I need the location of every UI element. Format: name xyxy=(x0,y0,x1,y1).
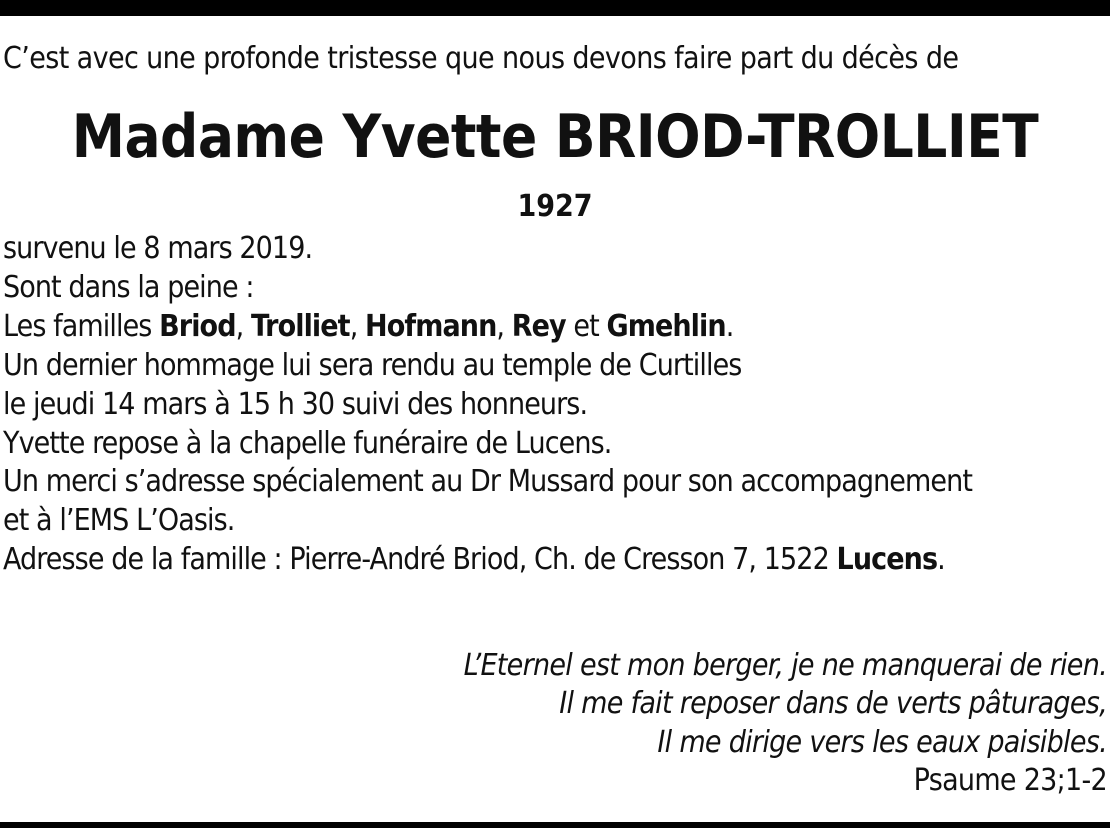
thanks-line-2: et à l’EMS L’Oasis. xyxy=(3,503,235,539)
notice-body xyxy=(3,230,1108,580)
intro-text: C’est avec une profonde tristesse que nous devons faire part du décès de xyxy=(3,41,959,76)
hommage-line-2: le jeudi 14 mars à 15 h 30 suivi des honneurs. xyxy=(3,386,588,422)
thanks-line-1: Un merci s’adresse spécialement au Dr Mussard pour son accompagnement xyxy=(3,464,973,500)
family-name: Gmehlin xyxy=(606,308,726,344)
families-line xyxy=(3,308,1108,347)
mourners-label: Sont dans la peine : xyxy=(3,269,254,305)
psalm-verse xyxy=(207,647,1107,801)
family-name: Hofmann xyxy=(365,308,497,344)
families-separator: , xyxy=(349,308,366,344)
address-prefix: Adresse de la famille : Pierre-André Briod, Ch. de Cresson 7, 1522 xyxy=(3,542,837,578)
verse-line: L’Eternel est mon berger, je ne manquerai de rien. xyxy=(463,648,1107,683)
families-prefix: Les familles xyxy=(3,308,160,344)
verse-line: Il me fait reposer dans de verts pâturages, xyxy=(559,686,1107,722)
address-line xyxy=(3,541,1108,580)
address-city: Lucens xyxy=(836,542,938,578)
families-separator: , xyxy=(496,308,512,344)
families-conjunction: et xyxy=(565,308,607,344)
repose-line: Yvette repose à la chapelle funéraire de Lucens. xyxy=(3,425,612,461)
family-name: Rey xyxy=(511,308,566,344)
verse-line: Il me dirige vers les eaux paisibles. xyxy=(657,724,1107,760)
families-separator: , xyxy=(235,308,251,344)
address-end: . xyxy=(937,542,945,578)
date-line: survenu le 8 mars 2019. xyxy=(3,231,313,266)
deceased-name: Madame Yvette BRIOD-TROLLIET xyxy=(71,103,1039,172)
family-name: Trolliet xyxy=(250,308,350,344)
hommage-line-1: Un dernier hommage lui sera rendu au temple de Curtilles xyxy=(3,347,742,383)
birth-year: 1927 xyxy=(517,189,593,224)
bottom-rule xyxy=(0,822,1110,828)
verse-reference: Psaume 23;1-2 xyxy=(913,763,1107,799)
family-name: Briod xyxy=(159,308,236,344)
families-end: . xyxy=(725,308,734,344)
